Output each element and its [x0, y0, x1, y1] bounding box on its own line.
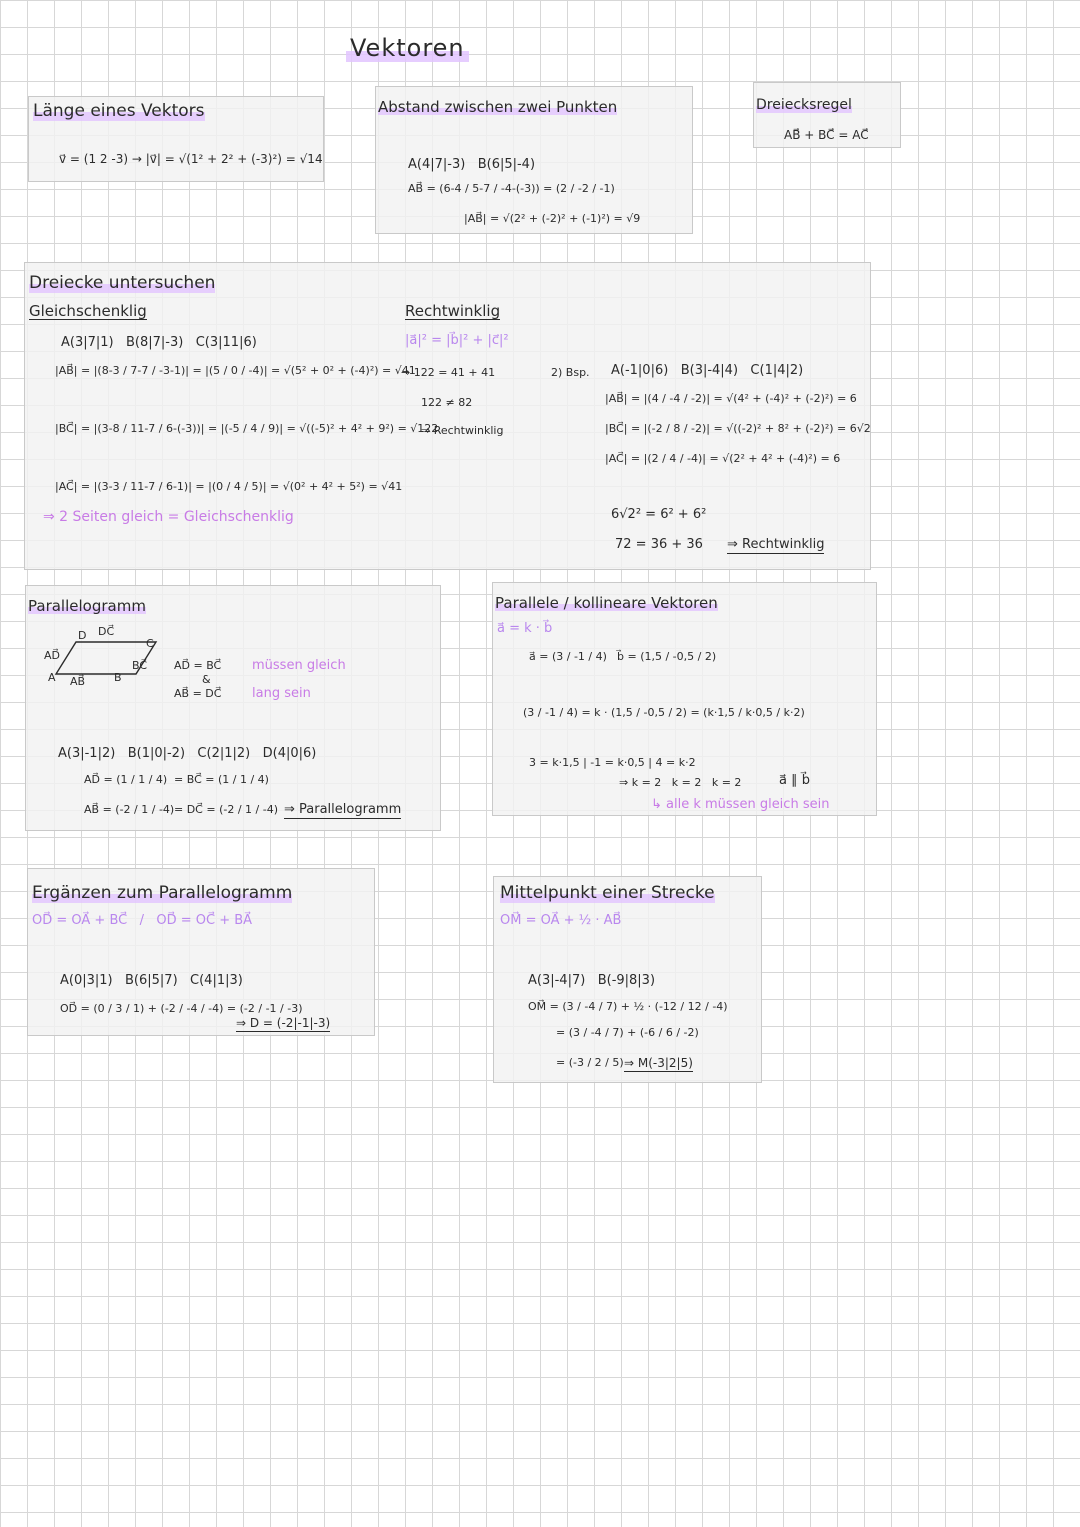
parallele-note: ↳ alle k müssen gleich sein — [651, 797, 830, 812]
parallelogram-points: A(3|-1|2) B(1|0|-2) C(2|1|2) D(4|0|6) — [58, 746, 317, 761]
parallele-a: a⃗ = (3 / -1 / 4) — [529, 650, 607, 663]
bsp-bc: |BC⃗| = |(-2 / 8 / -2)| = √((-2)² + 8² + (-2)²) = 6√2 — [605, 422, 871, 435]
parallelogram-bc: = BC⃗ = (1 / 1 / 4) — [174, 773, 269, 786]
mittelpunkt-line2: = (3 / -4 / 7) + (-6 / 6 / -2) — [556, 1026, 699, 1039]
parallele-b: b⃗ = (1,5 / -0,5 / 2) — [617, 650, 717, 663]
parallelogram-note2: lang sein — [252, 686, 311, 701]
dreiecksregel-formula: AB⃗ + BC⃗ = AC⃗ — [784, 128, 869, 142]
label-b: B — [114, 671, 122, 684]
section-ergaenzen — [27, 868, 375, 1036]
ergaenzen-points: A(0|3|1) B(6|5|7) C(4|1|3) — [60, 973, 243, 988]
section-abstand — [375, 86, 693, 234]
parallelogram-rule1: AD⃗ = BC⃗ — [174, 659, 222, 672]
page-title: Vektoren — [346, 34, 469, 62]
pythagoras-rule: |a⃗|² = |b⃗|² + |c⃗|² — [405, 333, 509, 348]
parallelogram-result: ⇒ Parallelogramm — [284, 802, 402, 817]
parallele-eq: (3 / -1 / 4) = k · (1,5 / -0,5 / 2) = (k·1,5 / k·0,5 / k·2) — [523, 706, 805, 719]
abstand-vector: AB⃗ = (6-4 / 5-7 / -4-(-3)) = (2 / -2 / -1) — [408, 182, 615, 195]
parallelogram-ad: AD⃗ = (1 / 1 / 4) — [84, 773, 168, 786]
gleichschenklig-ac: |AC⃗| = |(3-3 / 11-7 / 6-1)| = |(0 / 4 / 5)| = √(0² + 4² + 5²) = √41 — [55, 480, 403, 493]
mittelpunkt-line3: = (-3 / 2 / 5) — [556, 1056, 624, 1069]
parallele-ks: ⇒ k = 2 k = 2 k = 2 — [619, 776, 742, 789]
parallele-result: a⃗ ∥ b⃗ — [779, 773, 810, 788]
section-laenge-heading: Länge eines Vektors — [33, 101, 205, 121]
parallelogram-note1: müssen gleich — [252, 658, 346, 673]
parallele-rule: a⃗ = k · b⃗ — [497, 621, 553, 636]
section-dreiecke — [24, 262, 871, 570]
section-parallele — [492, 582, 877, 816]
mittelpunkt-rule: OM⃗ = OA⃗ + ½ · AB⃗ — [500, 913, 622, 928]
bsp-label: 2) Bsp. — [551, 366, 590, 379]
parallelogram-dc: = DC⃗ = (-2 / 1 / -4) — [174, 803, 278, 816]
rechtwinklig-step2: 122 ≠ 82 — [421, 396, 473, 409]
abstand-points: A(4|7|-3) B(6|5|-4) — [408, 157, 536, 172]
section-mittelpunkt — [493, 876, 762, 1083]
parallelogram-ab: AB⃗ = (-2 / 1 / -4) — [84, 803, 175, 816]
bsp-ab: |AB⃗| = |(4 / -4 / -2)| = √(4² + (-4)² + (-2)²) = 6 — [605, 392, 857, 405]
section-dreiecksregel-heading: Dreiecksregel — [756, 97, 852, 113]
label-ab: AB⃗ — [70, 675, 86, 688]
ergaenzen-rule: OD⃗ = OA⃗ + BC⃗ / OD⃗ = OC⃗ + BA⃗ — [32, 913, 253, 928]
section-parallele-heading: Parallele / kollineare Vektoren — [495, 594, 718, 612]
label-bc: BC⃗ — [132, 659, 148, 672]
gleichschenklig-conclusion: ⇒ 2 Seiten gleich = Gleichschenklig — [43, 509, 294, 525]
label-a: A — [48, 671, 56, 684]
label-ad: AD⃗ — [44, 649, 60, 662]
section-abstand-heading: Abstand zwischen zwei Punkten — [378, 98, 618, 116]
bsp-points: A(-1|0|6) B(3|-4|4) C(1|4|2) — [611, 363, 804, 378]
section-ergaenzen-heading: Ergänzen zum Parallelogramm — [32, 883, 293, 903]
vector-length-formula: v⃗ = (1 2 -3) → |v⃗| = √(1² + 2² + (-3)²) = √14 — [59, 152, 323, 166]
bsp-ac: |AC⃗| = |(2 / 4 / -4)| = √(2² + 4² + (-4)²) = 6 — [605, 452, 841, 465]
label-d: D — [78, 629, 87, 642]
mittelpunkt-points: A(3|-4|7) B(-9|8|3) — [528, 973, 656, 988]
rechtwinklig-step1: → 122 = 41 + 41 — [401, 366, 496, 379]
gleichschenklig-bc: |BC⃗| = |(3-8 / 11-7 / 6-(-3))| = |(-5 / 4 / 9)| = √((-5)² + 4² + 9²) = √122 — [55, 422, 439, 435]
rechtwinklig-title: Rechtwinklig — [405, 302, 501, 320]
ergaenzen-result: ⇒ D = (-2|-1|-3) — [236, 1016, 331, 1030]
gleichschenklig-ab: |AB⃗| = |(8-3 / 7-7 / -3-1)| = |(5 / 0 / -4)| = √(5² + 0² + (-4)²) = √41 — [55, 364, 416, 377]
abstand-length: |AB⃗| = √(2² + (-2)² + (-1)²) = √9 — [464, 212, 641, 225]
ergaenzen-calc: OD⃗ = (0 / 3 / 1) + (-2 / -4 / -4) = (-2 / -1 / -3) — [60, 1002, 303, 1015]
bsp-result: ⇒ Rechtwinklig — [727, 537, 825, 552]
parallelogram-and: & — [202, 673, 211, 686]
section-dreiecke-heading: Dreiecke untersuchen — [29, 273, 216, 293]
section-mittelpunkt-heading: Mittelpunkt einer Strecke — [500, 883, 715, 903]
gleichschenklig-title: Gleichschenklig — [29, 302, 147, 320]
bsp-eq1: 6√2² = 6² + 6² — [611, 507, 707, 522]
section-parallelogramm-heading: Parallelogramm — [28, 597, 146, 615]
section-dreiecksregel — [753, 82, 901, 148]
mittelpunkt-result: ⇒ M(-3|2|5) — [624, 1056, 693, 1070]
parallelogram-rule2: AB⃗ = DC⃗ — [174, 687, 222, 700]
mittelpunkt-line1: OM⃗ = (3 / -4 / 7) + ½ · (-12 / 12 / -4) — [528, 1000, 728, 1013]
label-dc: DC⃗ — [98, 625, 115, 638]
section-parallelogramm — [25, 585, 441, 831]
gleichschenklig-points: A(3|7|1) B(8|7|-3) C(3|11|6) — [61, 335, 257, 350]
section-laenge — [28, 96, 324, 182]
label-c: C — [146, 637, 154, 650]
parallele-system: 3 = k·1,5 | -1 = k·0,5 | 4 = k·2 — [529, 756, 696, 769]
rechtwinklig-step3: ⇒ Rechtwinklig — [421, 424, 504, 437]
bsp-eq2: 72 = 36 + 36 — [615, 537, 703, 552]
